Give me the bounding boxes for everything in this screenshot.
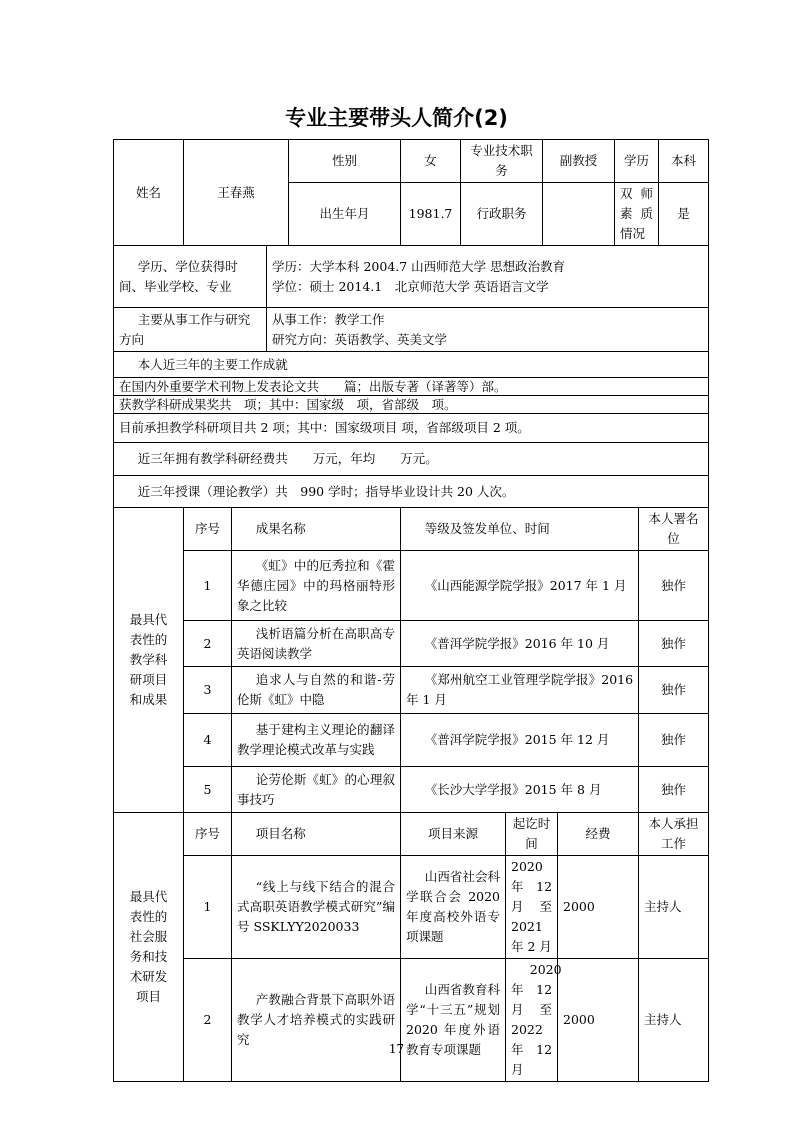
research-no: 1: [184, 551, 232, 621]
achievements-papers: 在国内外重要学术刊物上发表论文共 篇；出版专著（译著等）部。: [114, 378, 709, 396]
table-row: [114, 667, 709, 714]
name-value: 王春燕: [184, 140, 289, 246]
work-field: 从事工作：教学工作: [272, 311, 385, 327]
service-funds: 2000: [558, 959, 639, 1082]
service-name: “线上与线下结合的混合式高职英语教学模式研究”编号 SSKLYY2020033: [232, 856, 401, 959]
research-role: 独作: [639, 767, 709, 813]
service-label: 最具代表性的社会服务和技术研发项目: [114, 813, 184, 1082]
education-label: 学历、学位获得时间、毕业学校、专业: [114, 246, 267, 308]
research-no: 5: [184, 767, 232, 813]
research-role: 独作: [639, 714, 709, 767]
table-row: [114, 856, 709, 959]
birth-value: 1981.7: [401, 183, 461, 246]
admin-label: 行政职务: [461, 183, 543, 246]
service-funds: 2000: [558, 856, 639, 959]
table-row: [114, 959, 709, 1082]
research-header-level: 等级及签发单位、时间: [401, 508, 639, 551]
research-role: 独作: [639, 621, 709, 667]
research-level: 《郑州航空工业管理学院学报》2016 年 1 月: [401, 667, 639, 714]
education-degree: 学历：大学本科 2004.7 山西师范大学 思想政治教育: [272, 258, 566, 274]
research-level: 《普洱学院学报》2016 年 10 月: [401, 621, 639, 667]
research-name: 浅析语篇分析在高职高专英语阅读教学: [232, 621, 401, 667]
education-details: [267, 246, 709, 308]
service-source: 山西省教育科学“十三五”规划 2020 年度外语教育专项课题: [401, 959, 506, 1082]
service-no: 1: [184, 856, 232, 959]
service-header-funds: 经费: [558, 813, 639, 856]
table-row: [114, 714, 709, 767]
service-role: 主持人: [639, 856, 709, 959]
profile-table: [113, 139, 709, 1082]
title-value: 副教授: [543, 140, 615, 183]
research-level: 《长沙大学学报》2015 年 8 月: [401, 767, 639, 813]
edu-value: 本科: [659, 140, 709, 183]
research-label: 最具代表性的教学科研项目和成果: [114, 508, 184, 813]
dual-label: 双师素质情况: [615, 183, 659, 246]
page-number: 17: [388, 1042, 405, 1056]
table-row: [114, 767, 709, 813]
research-no: 3: [184, 667, 232, 714]
research-no: 2: [184, 621, 232, 667]
achievements-awards: 获教学科研成果奖共 项；其中：国家级 项，省部级 项。: [114, 396, 709, 414]
table-row: [114, 621, 709, 667]
title-label: 专业技术职务: [461, 140, 543, 183]
research-header-name: 成果名称: [232, 508, 401, 551]
research-name: 《虹》中的厄秀拉和《霍华德庄园》中的玛格丽特形象之比较: [232, 551, 401, 621]
research-name: 追求人与自然的和谐-劳伦斯《虹》中隐: [232, 667, 401, 714]
research-level: 《山西能源学院学报》2017 年 1 月: [401, 551, 639, 621]
gender-value: 女: [401, 140, 461, 183]
page-title: 专业主要带头人简介(2): [285, 106, 508, 130]
service-header-no: 序号: [184, 813, 232, 856]
achievements-funds: 近三年拥有教学科研经费共 万元，年均 万元。: [114, 443, 709, 476]
dual-value: 是: [659, 183, 709, 246]
service-source: 山西省社会科学联合会 2020 年度高校外语专项课题: [401, 856, 506, 959]
achievements-header: 本人近三年的主要工作成就: [114, 352, 709, 378]
work-details: [267, 308, 709, 352]
service-header-role: 本人承担工作: [639, 813, 709, 856]
gender-label: 性别: [289, 140, 401, 183]
name-label: 姓名: [114, 140, 184, 246]
research-name: 论劳伦斯《虹》的心理叙事技巧: [232, 767, 401, 813]
research-name: 基于建构主义理论的翻译教学理论模式改革与实践: [232, 714, 401, 767]
work-direction: 研究方向：英语教学、英美文学: [272, 331, 448, 347]
research-header-no: 序号: [184, 508, 232, 551]
admin-value: [543, 183, 615, 246]
service-period: 2020 年 12 月至 2021 年 2 月: [506, 856, 558, 959]
service-header-source: 项目来源: [401, 813, 506, 856]
research-header-role: 本人署名位: [639, 508, 709, 551]
service-period: 2020 年 12 月至 2022 年 12 月: [506, 959, 558, 1082]
service-no: 2: [184, 959, 232, 1082]
work-label: 主要从事工作与研究方向: [114, 308, 267, 352]
service-header-name: 项目名称: [232, 813, 401, 856]
table-row: [114, 551, 709, 621]
research-role: 独作: [639, 551, 709, 621]
service-role: 主持人: [639, 959, 709, 1082]
birth-label: 出生年月: [289, 183, 401, 246]
education-master: 学位：硕士 2014.1 北京师范大学 英语语言文学: [272, 278, 549, 294]
service-header-period: 起讫时间: [506, 813, 558, 856]
achievements-projects: 目前承担教学科研项目共 2 项；其中：国家级项目 项，省部级项目 2 项。: [114, 414, 709, 443]
research-role: 独作: [639, 667, 709, 714]
edu-label: 学历: [615, 140, 659, 183]
research-level: 《普洱学院学报》2015 年 12 月: [401, 714, 639, 767]
research-no: 4: [184, 714, 232, 767]
service-name: 产教融合背景下高职外语教学人才培养模式的实践研究: [232, 959, 401, 1082]
achievements-teaching: 近三年授课（理论教学）共 990 学时；指导毕业设计共 20 人次。: [114, 476, 709, 508]
